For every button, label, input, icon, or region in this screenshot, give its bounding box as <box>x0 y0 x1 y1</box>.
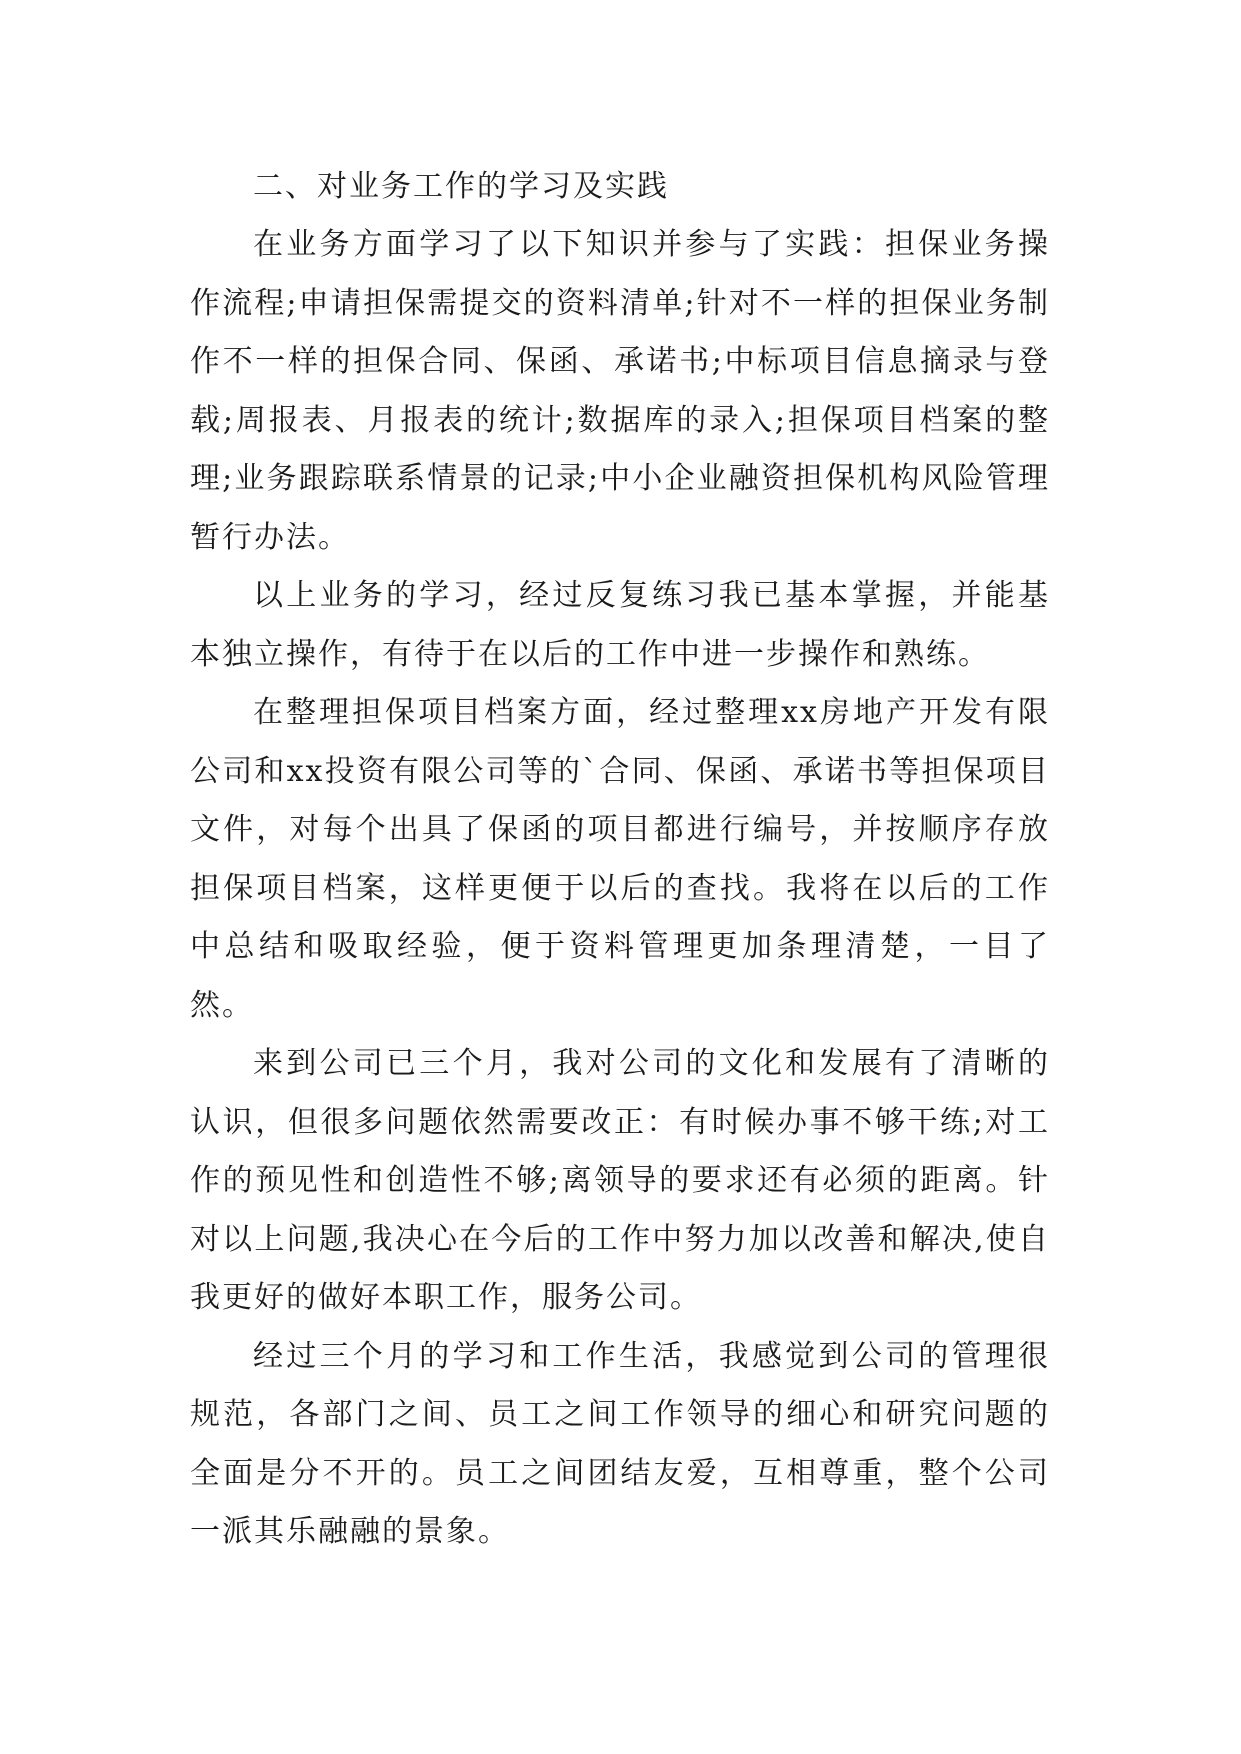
section-heading: 二、对业务工作的学习及实践 <box>253 169 669 204</box>
paragraph-mastery: 以上业务的学习，经过反复练习我已基本掌握，并能基本独立操作，有待于在以后的工作中进一步操作和熟练。 <box>190 578 1050 672</box>
paragraph-business-knowledge: 在业务方面学习了以下知识并参与了实践：担保业务操作流程;申请担保需提交的资料清单;针对不一样的担保业务制作不一样的担保合同、保函、承诺书;中标项目信息摘录与登载;周报表、月报表的统计;数据库的录入;担保项目档案的整理;业务跟踪联系情景的记录;中小企业融资担保机构风险管理暂行办法。 <box>190 227 1050 555</box>
paragraph-self-assessment: 来到公司已三个月，我对公司的文化和发展有了清晰的认识，但很多问题依然需要改正：有时候办事不够干练;对工作的预见性和创造性不够;离领导的要求还有必须的距离。针对以上问题,我决心在今后的工作中努力加以改善和解决,使自我更好的做好本职工作，服务公司。 <box>190 1046 1050 1315</box>
paragraph-company-impression: 经过三个月的学习和工作生活，我感觉到公司的管理很规范，各部门之间、员工之间工作领导的细心和研究问题的全面是分不开的。员工之间团结友爱，互相尊重，整个公司一派其乐融融的景象。 <box>190 1338 1050 1549</box>
paragraph-archive-organization: 在整理担保项目档案方面，经过整理xx房地产开发有限公司和xx投资有限公司等的`合同、保函、承诺书等担保项目文件，对每个出具了保函的项目都进行编号，并按顺序存放担保项目档案，这样更便于以后的查找。我将在以后的工作中总结和吸取经验，便于资料管理更加条理清楚，一目了然。 <box>190 695 1050 1023</box>
document-page <box>190 158 1050 1562</box>
